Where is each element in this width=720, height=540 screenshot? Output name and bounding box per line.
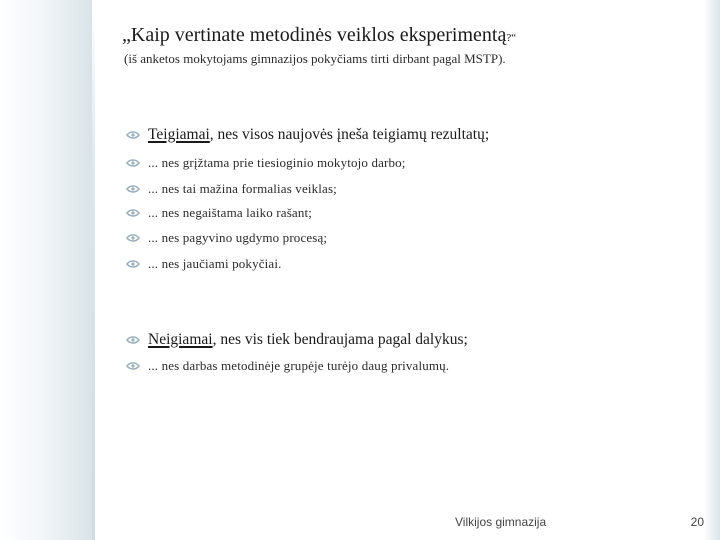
list-item: [126, 155, 406, 171]
heading-positive-text: [148, 126, 489, 144]
bullet-icon: [126, 184, 140, 194]
bullet-icon: [126, 259, 140, 269]
footer-school-name: Vilkijos gimnazija: [455, 515, 547, 529]
list-item: [126, 181, 337, 197]
bullet-icon: [126, 130, 140, 140]
heading-negative-text: [148, 331, 468, 349]
slide-title-mark: ?“: [506, 32, 517, 44]
bullet-heading-positive: [126, 126, 489, 144]
list-item: [126, 205, 312, 221]
heading-positive-rest: , nes visos naujovės įneša teigiamų rezultatų;: [209, 126, 490, 143]
list-item-text: ... nes negaištama laiko rašant;: [148, 205, 312, 220]
heading-negative-rest: , nes vis tiek bendraujama pagal dalykus;: [212, 331, 468, 348]
left-decorative-panel: [0, 0, 92, 540]
right-decorative-panel: [704, 0, 720, 540]
bullet-icon: [126, 335, 140, 345]
bullet-heading-negative: [126, 331, 468, 349]
bullet-icon: [126, 208, 140, 218]
list-item-text: ... nes jaučiami pokyčiai.: [148, 256, 282, 271]
footer-page-number: 20: [690, 515, 704, 529]
list-item-text: ... nes tai mažina formalias veiklas;: [148, 181, 337, 196]
left-decorative-line: [92, 0, 95, 540]
list-item-text: ... nes darbas metodinėje grupėje turėjo daug privalumų.: [148, 358, 450, 373]
slide-subtitle: (iš anketos mokytojams gimnazijos pokyčiams tirti dirbant pagal MSTP).: [124, 51, 506, 66]
list-item: [126, 358, 449, 374]
heading-positive-key: Teigiamai: [148, 126, 210, 143]
heading-negative-key: Neigiamai: [148, 331, 213, 348]
list-item-text: ... nes grįžtama prie tiesioginio mokytojo darbo;: [148, 155, 406, 170]
bullet-icon: [126, 158, 140, 168]
bullet-icon: [126, 361, 140, 371]
list-item: [126, 230, 327, 246]
bullet-icon: [126, 233, 140, 243]
list-item: [126, 256, 282, 272]
slide-title-text: „Kaip vertinate metodinės veiklos eksperimentą: [122, 24, 507, 46]
list-item-text: ... nes pagyvino ugdymo procesą;: [148, 230, 328, 245]
slide-title: [122, 22, 516, 51]
